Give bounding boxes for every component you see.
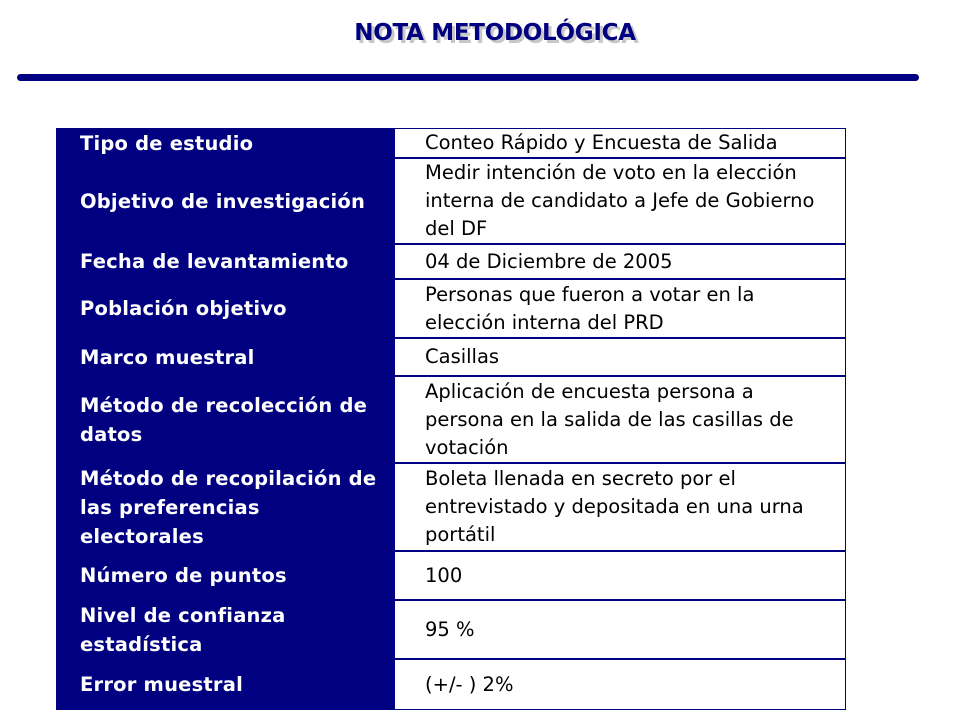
row-label: Nivel de confianza estadística xyxy=(80,603,286,656)
table-row-puntos xyxy=(56,552,846,599)
row-value: (+/- ) 2% xyxy=(395,660,845,709)
row-value: Boleta llenada en secreto por el entrevistado y depositada en una urna portátil xyxy=(395,464,845,550)
row-value: Aplicación de encuesta persona a persona en la salida de las casillas de votación xyxy=(395,377,845,462)
table-row-tipo-estudio xyxy=(56,129,846,157)
row-value: Casillas xyxy=(395,339,845,375)
title-underline xyxy=(17,74,919,81)
table-row-marco xyxy=(56,339,846,375)
row-label: Error muestral xyxy=(80,673,243,696)
row-value: Personas que fueron a votar en la elección interna del PRD xyxy=(395,280,845,337)
table-row-fecha xyxy=(56,245,846,278)
table-row-error xyxy=(56,660,846,709)
table-row-objetivo xyxy=(56,159,846,243)
row-label: Fecha de levantamiento xyxy=(80,250,349,273)
row-label: Población objetivo xyxy=(80,297,287,320)
row-value: Medir intención de voto en la elección interna de candidato a Jefe de Gobierno del DF xyxy=(395,159,845,243)
row-label: Número de puntos xyxy=(80,564,287,587)
methodology-table xyxy=(56,128,846,710)
table-row-recopilacion xyxy=(56,464,846,550)
row-label: Objetivo de investigación xyxy=(80,189,366,213)
row-value: 100 xyxy=(395,552,845,599)
row-value: 04 de Diciembre de 2005 xyxy=(395,245,845,278)
row-value: Conteo Rápido y Encuesta de Salida xyxy=(395,129,845,157)
page-title: NOTA METODOLÓGICA xyxy=(354,20,636,46)
row-label: Tipo de estudio xyxy=(80,131,254,155)
row-label: Método de recolección de datos xyxy=(80,393,368,446)
row-value: 95 % xyxy=(395,601,845,658)
table-row-poblacion xyxy=(56,280,846,337)
row-label: Método de recopilación de las preferencias electorales xyxy=(80,466,377,548)
row-label: Marco muestral xyxy=(80,345,255,369)
table-row-recoleccion xyxy=(56,377,846,462)
table-row-confianza xyxy=(56,601,846,658)
